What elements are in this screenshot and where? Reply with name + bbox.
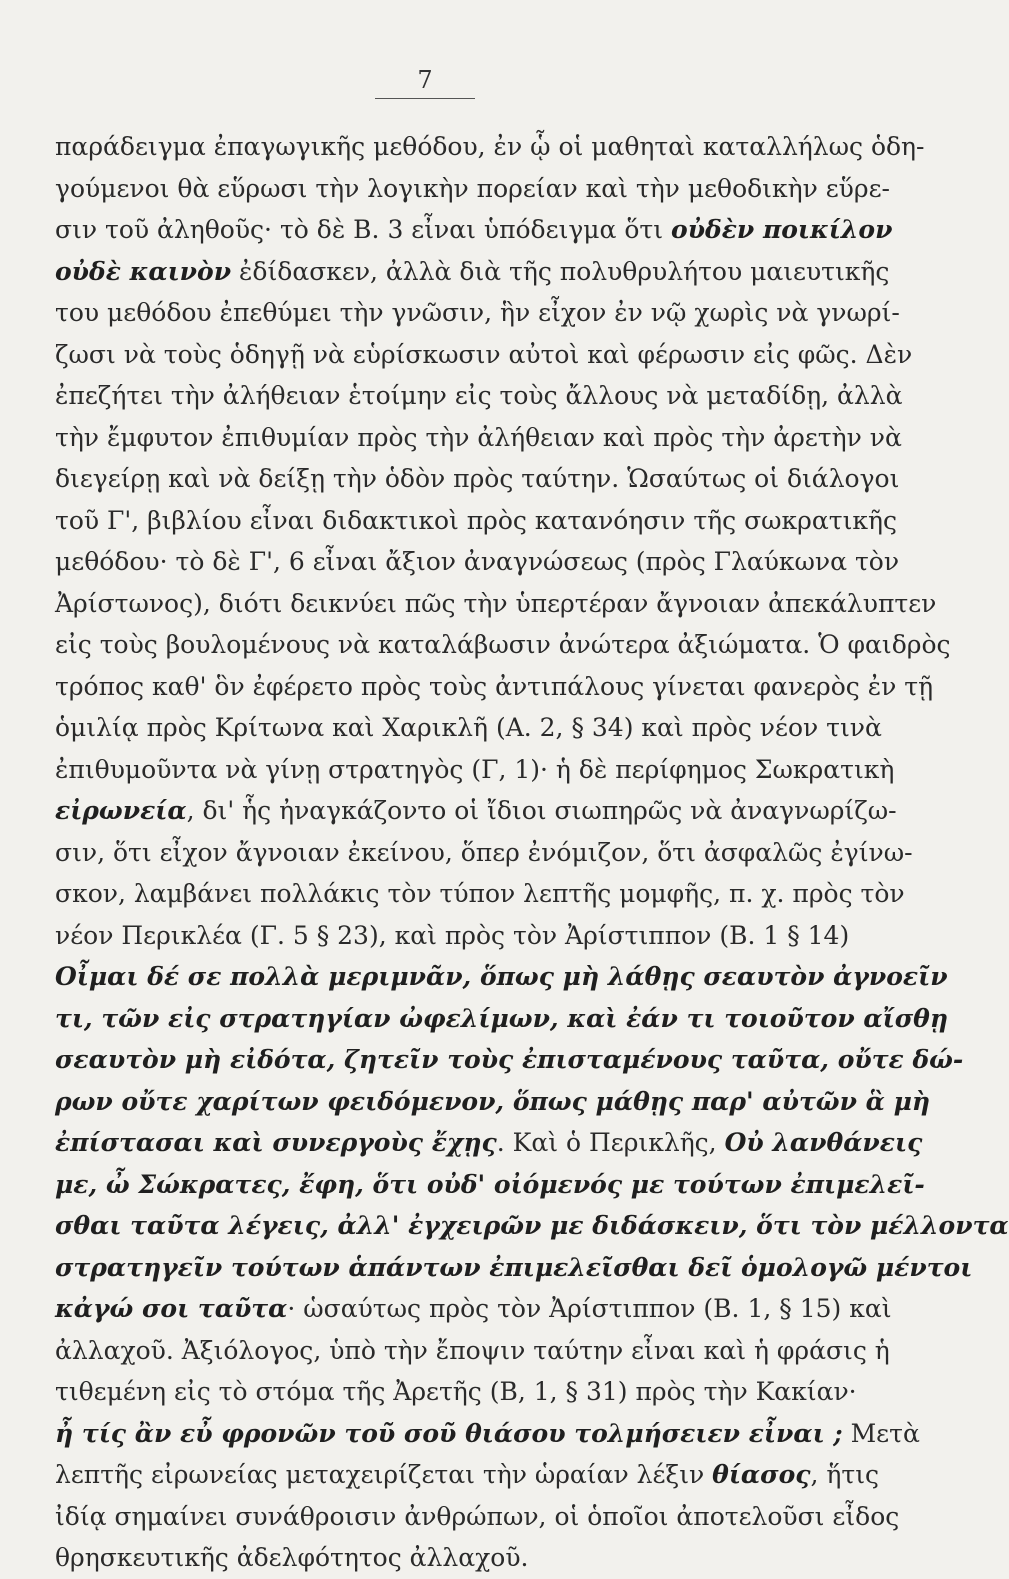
emphasis-text: σεαυτὸν μὴ εἰδότα, ζητεῖν τοὺς ἐπισταμένους ταῦτα, οὔτε δώ- [55,1045,964,1074]
emphasis-text: Οὐ λανθάνεις [724,1128,923,1157]
text-segment: τοῦ Γ', βιβλίου εἶναι διδακτικοὶ πρὸς κατανόησιν τῆς σωκρατικῆς [55,505,897,535]
emphasis-text: ἐπίστασαι καὶ συνεργοὺς ἔχῃς [55,1128,497,1157]
text-line [55,375,903,417]
text-segment: σιν, ὅτι εἶχον ἄγνοιαν ἐκείνου, ὅπερ ἐνόμιζον, ὅτι ἀσφαλῶς ἐγίνω- [55,837,913,867]
text-line [55,707,882,749]
text-segment: , ἥτις [810,1460,880,1489]
page-number: 7 [417,66,433,94]
text-line [55,1371,857,1413]
text-segment: τὴν ἔμφυτον ἐπιθυμίαν πρὸς τὴν ἀλήθειαν καὶ πρὸς τὴν ἀρετὴν νὰ [55,422,902,452]
text-line [55,126,925,168]
text-line [55,624,951,666]
text-segment: του μεθόδου ἐπεθύμει τὴν γνῶσιν, ἣν εἶχον ἐν νῷ χωρὶς νὰ γνωρί- [55,298,900,327]
text-segment: παράδειγμα ἐπαγωγικῆς μεθόδου, ἐν ᾧ οἱ μαθηταὶ καταλλήλως ὁδη- [55,132,925,161]
text-segment: ἐδίδασκεν, ἀλλὰ διὰ τῆς πολυθρυλήτου μαιευτικῆς [231,256,890,286]
emphasis-text: με, ὦ Σώκρατες, ἔφη, ὅτι οὐδ' οἰόμενός με τούτων ἐπιμελεῖ- [55,1169,925,1199]
text-line [55,458,900,500]
text-segment: ἰδίᾳ σημαίνει συνάθροισιν ἀνθρώπων, οἱ ὁποῖοι ἀποτελοῦσι εἶδος [55,1501,900,1531]
text-segment: Μετὰ [842,1418,920,1448]
text-line [55,956,948,998]
text-line [55,1413,920,1455]
text-line [55,832,913,874]
text-segment: ὁμιλίᾳ πρὸς Κρίτωνα καὶ Χαρικλῆ (Α. 2, § 34) καὶ πρὸς νέον τινὰ [55,713,882,742]
text-segment: εἰς τοὺς βουλομένους νὰ καταλάβωσιν ἀνώτερα ἀξιώματα. Ὁ φαιδρὸς [55,630,951,659]
text-line [55,666,934,708]
emphasis-text: οὐδὲν ποικίλον [671,215,893,244]
text-segment: λεπτῆς εἰρωνείας μεταχειρίζεται τὴν ὡραίαν λέξιν [55,1460,713,1489]
text-segment: , δι' ἧς ἠναγκάζοντο οἱ ἴδιοι σιωπηρῶς νὰ ἀναγνωρίζω- [186,796,897,825]
text-segment: ζωσι νὰ τοὺς ὁδηγῇ νὰ εὑρίσκωσιν αὐτοὶ καὶ φέρωσιν εἰς φῶς. Δὲν [55,339,913,369]
text-segment: . Καὶ ὁ Περικλῆς, [496,1128,725,1157]
text-line [55,334,913,376]
emphasis-text: εἰρωνεία [55,796,187,825]
text-line [55,1454,880,1496]
emphasis-text: κἀγώ σοι ταῦτα [55,1294,288,1323]
body-text [55,126,1009,1579]
text-line [55,873,905,915]
text-line [55,1330,890,1372]
text-line [55,1122,923,1164]
text-line [55,1081,931,1123]
text-segment: θρησκευτικῆς ἀδελφότητος ἀλλαχοῦ. [55,1543,529,1572]
text-segment: τρόπος καθ' ὃν ἐφέρετο πρὸς τοὺς ἀντιπάλους γίνεται φανερὸς ἐν τῇ [55,671,934,701]
text-segment: νέον Περικλέα (Γ. 5 § 23), καὶ πρὸς τὸν Ἀρίστιππον (Β. 1 § 14) [55,920,850,950]
text-segment: σκον, λαμβάνει πολλάκις τὸν τύπον λεπτῆς μομφῆς, π. χ. πρὸς τὸν [55,879,905,908]
text-line [55,583,937,625]
emphasis-text: θίασος [712,1460,811,1489]
text-line [55,500,897,542]
emphasis-text: ρων οὔτε χαρίτων φειδόμενον, ὅπως μάθῃς παρ' αὐτῶν ἃ μὴ [55,1086,931,1116]
text-segment: Ἀρίστωνος), διότι δεικνύει πῶς τὴν ὑπερτέραν ἄγνοιαν ἀπεκάλυπτεν [55,588,937,618]
text-line [55,168,890,210]
text-segment: σιν τοῦ ἀληθοῦς· τὸ δὲ Β. 3 εἶναι ὑπόδειγμα ὅτι [55,215,672,244]
text-line [55,209,893,251]
emphasis-text: οὐδὲ καινὸν [55,256,232,286]
text-line [55,1205,1009,1247]
text-line [55,1039,964,1081]
text-line [55,749,895,791]
emphasis-text: τι, τῶν εἰς στρατηγίαν ὠφελίμων, καὶ ἐάν τι τοιοῦτον αἴσθῃ [55,1003,948,1033]
text-segment: ἀλλαχοῦ. Ἀξιόλογος, ὑπὸ τὴν ἔποψιν ταύτην εἶναι καὶ ἡ φράσις ἡ [55,1335,890,1365]
header-rule [375,98,475,99]
text-segment: ἐπιθυμοῦντα νὰ γίνῃ στρατηγὸς (Γ, 1)· ἡ δὲ περίφημος Σωκρατικὴ [55,754,895,784]
text-line [55,292,900,334]
text-line [55,998,948,1040]
emphasis-text: σθαι ταῦτα λέγεις, ἀλλ' ἐγχειρῶν με διδάσκειν, ὅτι τὸν μέλλοντα [55,1211,1009,1240]
emphasis-text: ἦ τίς ἂν εὖ φρονῶν τοῦ σοῦ θιάσου τολμήσειεν εἶναι ; [55,1418,843,1448]
text-segment: τιθεμένη εἰς τὸ στόμα τῆς Ἀρετῆς (Β, 1, § 31) πρὸς τὴν Κακίαν· [55,1377,857,1406]
text-line [55,251,890,293]
text-segment: διεγείρῃ καὶ νὰ δείξῃ τὴν ὁδὸν πρὸς ταύτην. Ὡσαύτως οἱ διάλογοι [55,464,900,493]
emphasis-text: Οἶμαι δέ σε πολλὰ μεριμνᾶν, ὅπως μὴ λάθῃς σεαυτὸν ἀγνοεῖν [55,962,948,991]
text-line [55,1537,825,1579]
text-segment: ἐπεζήτει τὴν ἀλήθειαν ἑτοίμην εἰς τοὺς ἄλλους νὰ μεταδίδῃ, ἀλλὰ [55,381,903,410]
text-line [55,1164,925,1206]
emphasis-text: στρατηγεῖν τούτων ἁπάντων ἐπιμελεῖσθαι δεῖ ὁμολογῶ μέντοι [55,1252,973,1282]
text-line [55,1496,900,1538]
text-line [55,790,897,832]
text-segment: γούμενοι θὰ εὕρωσι τὴν λογικὴν πορείαν καὶ τὴν μεθοδικὴν εὕρε- [55,173,890,203]
text-line [55,915,850,957]
text-line [55,1247,973,1289]
text-line [55,417,902,459]
text-segment: μεθόδου· τὸ δὲ Γ', 6 εἶναι ἄξιον ἀναγνώσεως (πρὸς Γλαύκωνα τὸν [55,547,900,576]
text-segment: · ὡσαύτως πρὸς τὸν Ἀρίστιππον (Β. 1, § 15) καὶ [287,1294,892,1323]
text-line [55,541,900,583]
text-line [55,1288,892,1330]
